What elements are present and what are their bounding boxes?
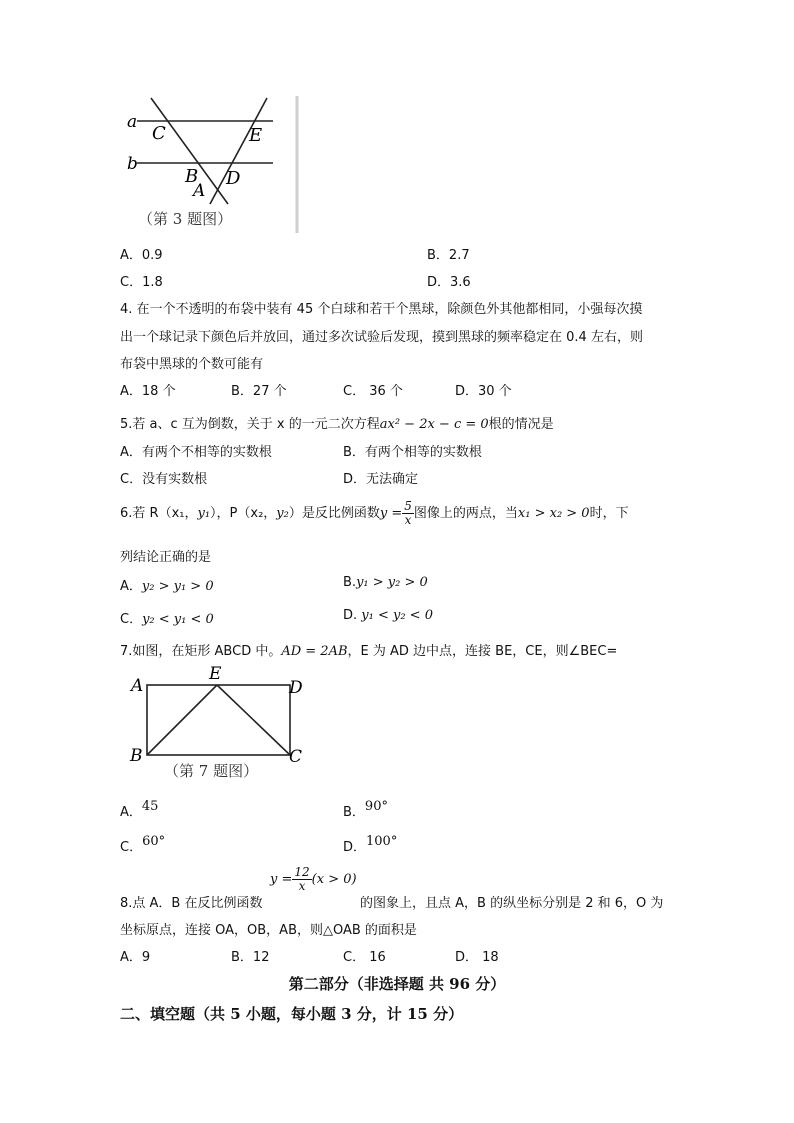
q4-line1: 4. 在一个不透明的布袋中装有 45 个白球和若干个黑球，除颜色外其他都相同，小强每次摸: [120, 302, 643, 317]
q6-option-a: [120, 575, 214, 594]
q4-line2: 出一个球记录下颜色后并放回，通过多次试验后发现，摸到黑球的频率稳定在 0.4 左右，则: [120, 330, 643, 345]
q6-stem: [120, 497, 629, 531]
q8-option-c: C． 16: [343, 950, 386, 965]
q8-condition: (x > 0): [311, 872, 357, 887]
q7-prefix: 7.如图，在矩形 ABCD 中。: [120, 644, 282, 659]
fig7-label-A: A: [131, 676, 144, 696]
fig7-label-B: B: [130, 746, 143, 766]
section2-title: 二、填空题（共 5 小题，每小题 3 分，计 15 分）: [120, 1005, 464, 1023]
q6-option-c: [120, 608, 214, 627]
q7-option-d-label: D．: [343, 840, 367, 855]
q8-function: [270, 866, 357, 893]
fig7-label-E: E: [209, 664, 222, 684]
q6-condition: x₁ > x₂ > 0: [517, 506, 590, 521]
q4-option-b: B．27 个: [231, 384, 287, 399]
q6-fraction: [402, 500, 414, 527]
q5-prefix: 5.若 a、c 互为倒数，关于 x 的一元二次方程: [120, 417, 380, 432]
fig7-caption: （第 7 题图）: [164, 762, 259, 780]
q6-text-4: 图像上的两点，当: [413, 506, 518, 521]
q6-text-1: 6.若 R（x₁，: [120, 506, 198, 521]
q7-option-a: [120, 801, 158, 820]
figure-q7: [126, 661, 316, 783]
q4-line3: 布袋中黑球的个数可能有: [120, 357, 264, 372]
q7-option-a-label: A．: [120, 805, 142, 820]
q7-option-d: [343, 836, 397, 855]
q6-y1: y₁: [197, 506, 211, 521]
q7-option-d-value: 100°: [366, 834, 398, 849]
q6-frac-den: x: [404, 513, 412, 527]
q6-option-b-math: y₁ > y₂ > 0: [356, 575, 428, 590]
q6-text-2: ），P（x₂，: [210, 506, 277, 521]
q8-fraction: [292, 866, 311, 893]
fig3-label-A: A: [193, 181, 206, 201]
q7-option-b-value: 90°: [364, 799, 388, 814]
q6-frac-num: 5: [404, 499, 412, 513]
q5-option-d: D．无法确定: [343, 472, 419, 487]
q6-text-5: 时，下: [589, 506, 629, 521]
q3-option-a: A．0.9: [120, 248, 163, 263]
q7-option-c-value: 60°: [142, 834, 166, 849]
q8-option-b: B．12: [231, 950, 270, 965]
q7-stem: [120, 640, 617, 659]
q8-frac-den: x: [298, 879, 306, 893]
q4-option-d: D．30 个: [455, 384, 512, 399]
q8-option-a: A．9: [120, 950, 151, 965]
q6-y2: y₂: [276, 506, 289, 521]
q8-option-d: D． 18: [455, 950, 499, 965]
q6-option-d-math: y₁ < y₂ < 0: [361, 608, 433, 623]
q8-prefix: 8.点 A．B 在反比例函数: [120, 896, 263, 911]
figure-q3: [118, 92, 304, 237]
q6-option-c-label: C．: [120, 612, 143, 627]
q3-option-b: B．2.7: [427, 248, 470, 263]
q7-option-a-value: 45: [141, 799, 159, 814]
fig7-label-D: D: [289, 678, 303, 698]
q6-option-a-label: A．: [120, 579, 142, 594]
q6-option-b: [343, 575, 428, 590]
q6-option-b-label: B.: [343, 575, 357, 590]
q6-text-3: ）是反比例函数: [288, 506, 380, 521]
q3-option-c: C．1.8: [120, 275, 163, 290]
q8-func-y: y =: [270, 872, 293, 887]
fig3-label-E: E: [249, 125, 263, 146]
fig3-caption: （第 3 题图）: [138, 210, 233, 228]
fig3-label-D: D: [226, 168, 241, 189]
q5-option-b: B．有两个相等的实数根: [343, 445, 482, 460]
q5-suffix: 根的情况是: [488, 417, 554, 432]
q6-option-c-math: y₂ < y₁ < 0: [142, 612, 214, 627]
q6-line2: 列结论正确的是: [120, 550, 212, 565]
q7-option-b: [343, 801, 388, 820]
q8-line2: 坐标原点，连接 OA，OB，AB，则△OAB 的面积是: [120, 923, 417, 938]
q6-option-d: [343, 608, 433, 623]
fig3-label-C: C: [152, 123, 166, 144]
q6-option-a-math: y₂ > y₁ > 0: [141, 579, 214, 594]
q5-option-a: A．有两个不相等的实数根: [120, 445, 272, 460]
q7-option-c: [120, 836, 165, 855]
q8-suffix: 的图象上，且点 A，B 的纵坐标分别是 2 和 6，O 为: [360, 896, 664, 911]
q8-frac-num: 12: [294, 865, 310, 879]
q4-option-c: C． 36 个: [343, 384, 403, 399]
q6-option-d-label: D.: [343, 608, 362, 623]
q7-option-c-label: C．: [120, 840, 143, 855]
fig3-label-B: B: [185, 166, 199, 187]
fig3-label-b: b: [127, 154, 138, 174]
q5-stem: [120, 413, 554, 432]
fig3-label-a: a: [127, 112, 138, 132]
q3-option-d: D．3.6: [427, 275, 471, 290]
q5-option-c: C．没有实数根: [120, 472, 208, 487]
q4-option-a: A．18 个: [120, 384, 176, 399]
q7-suffix: ，E 为 AD 边中点，连接 BE，CE，则∠BEC=: [347, 644, 618, 659]
part2-title: 第二部分（非选择题 共 96 分）: [288, 975, 506, 993]
fig7-label-C: C: [289, 747, 303, 767]
q5-equation: ax² − 2x − c = 0: [379, 417, 489, 432]
q7-option-b-label: B．: [343, 805, 365, 820]
q7-equation: AD = 2AB: [281, 644, 348, 659]
q6-func-y: y =: [379, 506, 403, 521]
